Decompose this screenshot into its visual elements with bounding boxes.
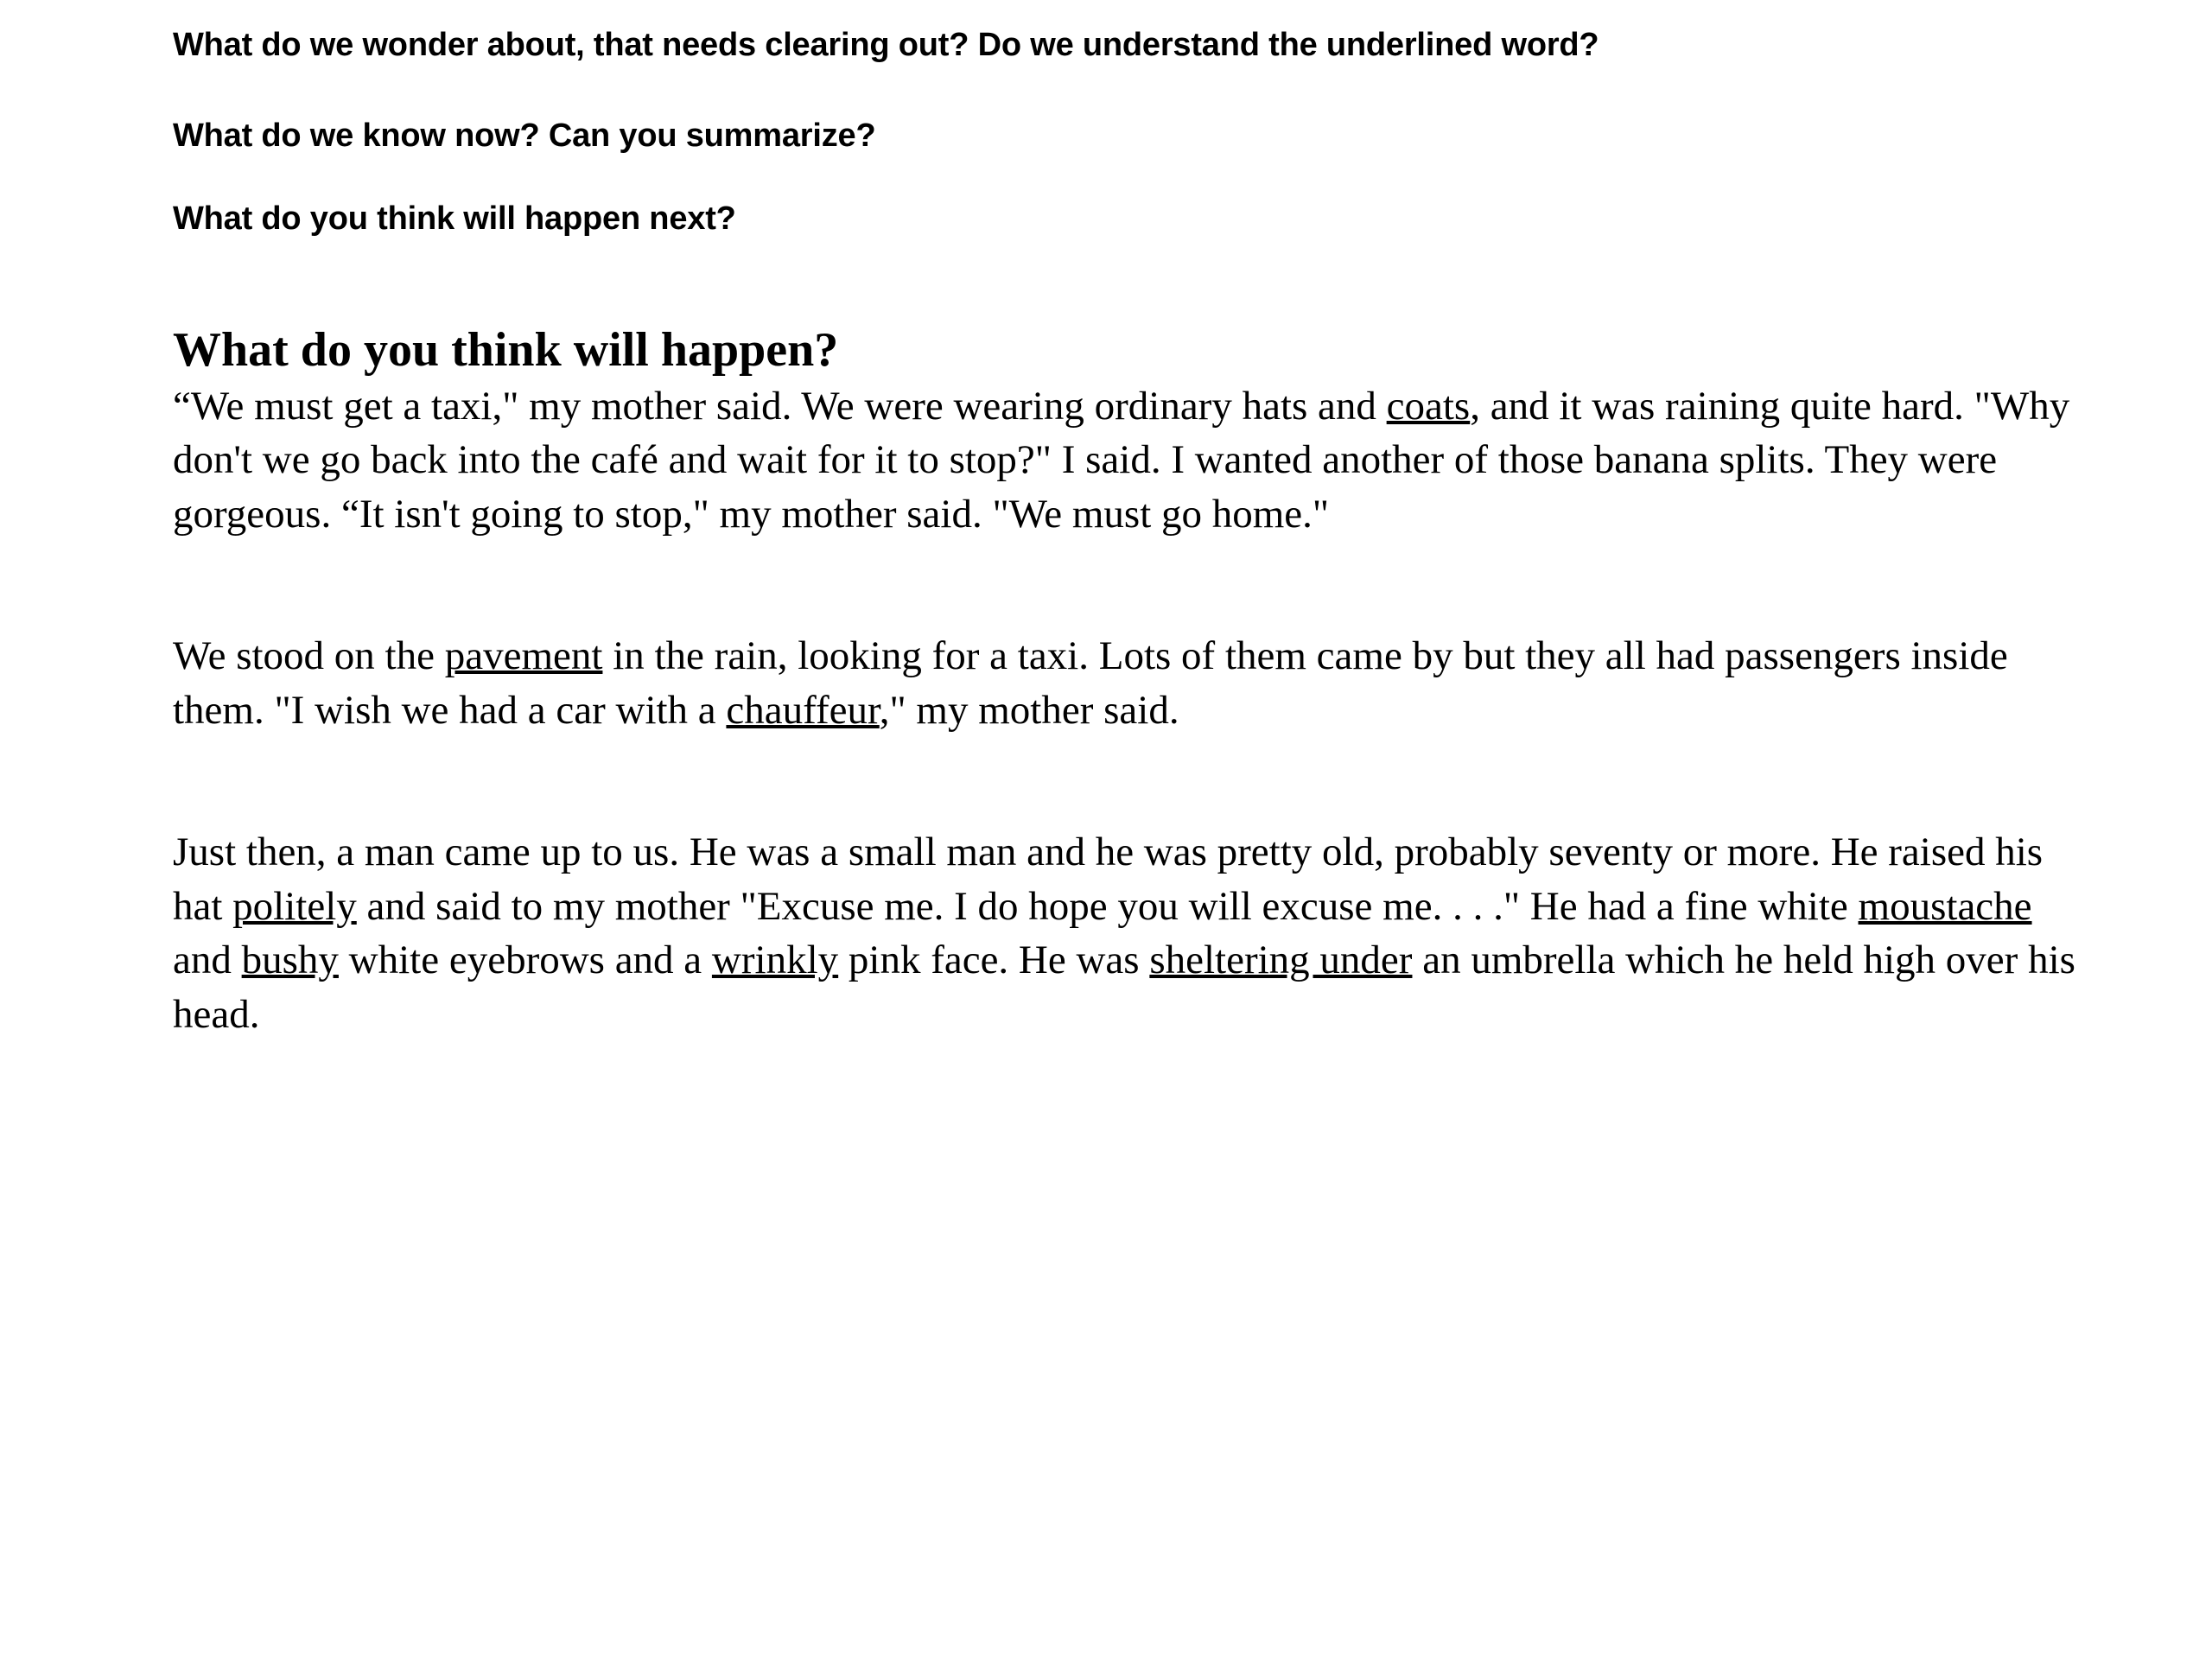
underlined-vocabulary-word: coats [1386, 383, 1471, 429]
story-paragraph-3 [173, 825, 2082, 1041]
discussion-prompts [173, 24, 2082, 240]
underlined-vocabulary-word: chauffeur [726, 687, 880, 733]
text-run: Just then, a man came up to us. He was a small man and he was pretty old, probably seventy or more. He raised his hat [173, 830, 2044, 929]
underlined-vocabulary-word: politely [232, 883, 357, 929]
story-paragraph-1 [173, 379, 2082, 542]
text-run: white eyebrows and a [338, 938, 712, 983]
prompt-know-now: What do we know now? Can you summarize? [173, 117, 876, 154]
text-run: in the rain, looking for a taxi. Lots of them came by but they all had passengers inside them. "I wish we had a car with a [173, 633, 2008, 733]
underlined-vocabulary-word: wrinkly [711, 938, 839, 983]
text-run: ," my mother said. [879, 687, 1179, 733]
underlined-vocabulary-word: pavement [444, 633, 603, 679]
underlined-vocabulary-word: sheltering under [1149, 938, 1413, 983]
paragraph-spacer [173, 737, 2082, 825]
section-heading: What do you think will happen? [173, 322, 839, 377]
prompt-wonder-about: What do we wonder about, that needs clearing out? Do we understand the underlined word? [173, 27, 1599, 63]
prompt-happen-next: What do you think will happen next? [173, 200, 736, 238]
underlined-vocabulary-word: bushy [241, 938, 339, 983]
paragraph-spacer [173, 541, 2082, 629]
story-paragraph-2 [173, 629, 2082, 737]
text-run: , and it was raining quite hard. "Why don't we go back into the café and wait for it to stop?" I said. I wanted another of those banana splits. They were gorgeous. “It isn't going to stop," my mother said. "We must go home." [173, 383, 2070, 537]
underlined-vocabulary-word: moustache [1858, 883, 2032, 929]
text-run: and said to my mother "Excuse me. I do hope you will excuse me. . . ." He had a fine white [356, 883, 1859, 929]
text-run: and [173, 938, 242, 983]
text-run: “We must get a taxi," my mother said. We were wearing ordinary hats and [173, 383, 1387, 429]
text-run: pink face. He was [838, 938, 1150, 983]
text-run: We stood on the [173, 633, 445, 679]
text-run: an umbrella which he held high over his head. [173, 938, 2075, 1037]
